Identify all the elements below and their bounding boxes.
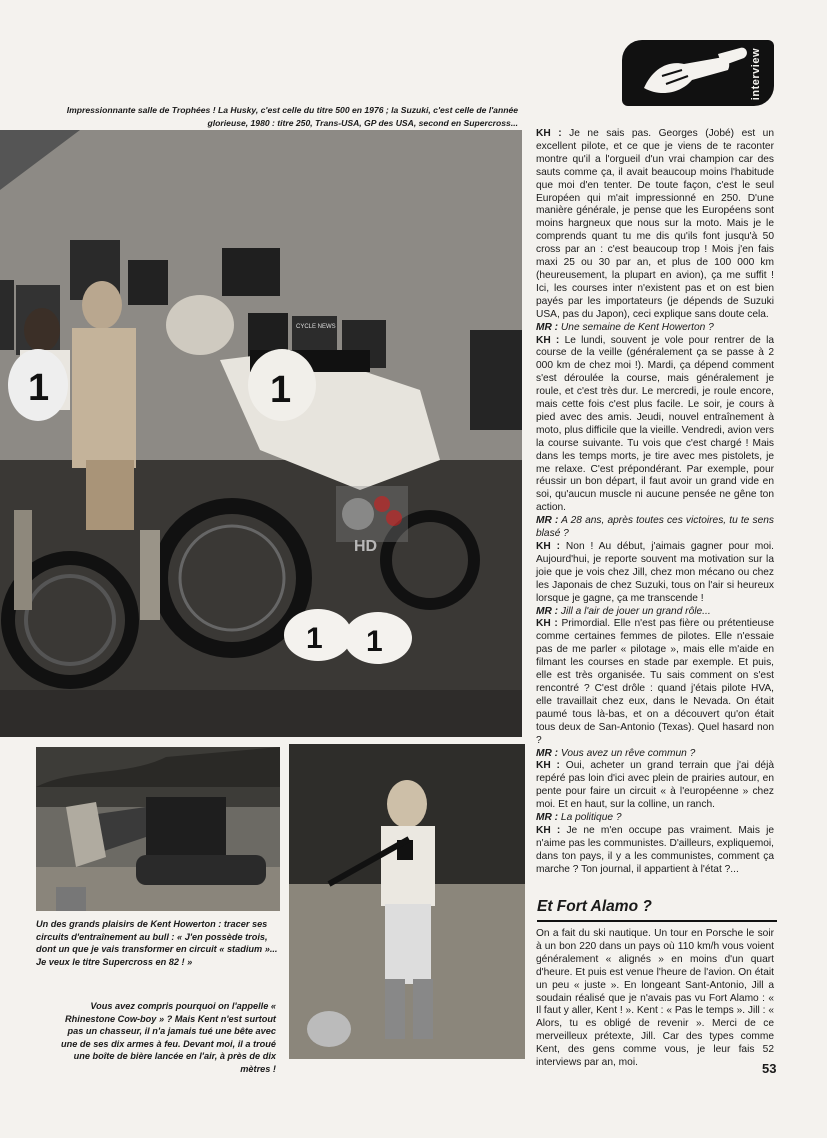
interview-question: MR : Une semaine de Kent Howerton ?	[536, 321, 714, 333]
interview-question: MR : La politique ?	[536, 812, 622, 824]
heading-rule	[537, 920, 777, 922]
interview-paragraph: KH : Primordial. Elle n'est pas fière ou prétentieuse comme certaines femmes de pilotes. Elle n'essaie pas de me parler « pilotage », mais elle m'aide en filmant les courses en stade par exemple. Et puis, elle est très organisée. Tu sais comment on s'est rencontré ? C'est drôle : quand j'étais pilote HVA, elle travaillait chez eux, dans le Nevada. On était paumé tous là-bas, et on a découvert qu'on était tous deux de San-Antonio (Texas). Quel hasard non ?	[536, 618, 774, 746]
bulldozer-photo	[36, 747, 280, 911]
watermark-text: HD	[354, 538, 378, 555]
interview-paragraph: KH : Non ! Au début, j'aimais gagner pour moi. Aujourd'hui, je reporte souvent ma motivation sur la joie que je vois chez Jill, chez mon mécano ou chez les Japonais de chez Suzuki, tous on l'air si heureux lorsque je gagne, ça me transcende !	[536, 541, 774, 604]
interview-badge	[622, 40, 774, 106]
interview-paragraph: KH : Le lundi, souvent je vole pour rentrer de la course de la veille (généralement ça se passe à 2 000 km de chez moi !). Mardi, ça dépend comment s'est déroulée la course, mais généralement je roule, et c'est très dur. Le mercredi, je roule encore, mais cette fois c'est plus facile. Le soir, je cours à pied avec des amis. Jeudi, nouvel entraînement à moto, plus difficile que la vieille. Vendredi, avion vers la course suivante. Tu vois que c'est chargé ! Mais dans les temps morts, je tire avec mes pistolets, je me relaxe. C'est prépondérant. Par exemple, pour réussir un bon départ, il faut avoir un grand vide en soi, qu'aucun muscle ni aucune pensée ne gêne ton action.	[536, 334, 775, 514]
floor-plate-number-2: 1	[366, 625, 383, 658]
interview-question: MR : Vous avez un rêve commun ?	[536, 747, 696, 759]
rifle-caption: Vous avez compris pourquoi on l'appelle « Rhinestone Cow-boy » ? Mais Kent n'est surtout pas un chasseur, il n'a jamais tué une bête avec une de ses dix armes à feu. Devant moi, il a troué une boîte de bière lancée en l'air, à près de dix mètres !	[61, 1001, 276, 1074]
section-paragraph: On a fait du ski nautique. Un tour en Porsche le soir à un bon 220 dans un pays où 110 km/h vous voient généralement « alignés » en moins d'un quart d'heure. Et puis est venue l'heure de l'avion. On était un peu « juste ». En longeant Sant-Antonio, Jill a soudain réalisé que je n'avais pas vu Fort Alamo : « Il faut y aller, Kent ! ». Kent : « Pas le temps ». Jill : « Alors, tu es obligé de revenir ». Merci de ce merveilleux prétexte, Jill. Car des types comme Kent, des gens comme vous, je leur fais 52 interviews par an, moi.	[536, 928, 774, 1069]
interview-paragraph: KH : Je ne sais pas. Georges (Jobé) est un excellent pilote, et ce que je viens de te raconter montre qu'il a l'orgueil d'un vrai champion car des sauts comme ça, il avait beaucoup moins l'habitude que moi d'en tenter. De toute façon, c'est le seul Européen qui m'ait impressionné en 250. D'une manière générale, je pense que les Européens sont moins hargneux que nous sur la moto. Mais je le comprends quant tu me dis qu'ils font jusqu'à 50 cross par an : c'est beaucoup trop ! Mois j'en fais maxi 25 ou 30 par an, et plus de 100 000 km (heureusement, la plupart en avion), ça me suffit ! Ici, les courses inter n'existent pas et on est bien payés par les importateurs (je dépends de Suzuki USA, pas du Japon), ceci explique sans doute cela.	[536, 128, 775, 320]
floor-plate-number-1: 1	[306, 622, 323, 655]
rider-with-rifle-photo	[289, 744, 525, 1059]
interview-column	[536, 128, 774, 877]
photo-caption-top: Impressionnante salle de Trophées ! La Husky, c'est celle du titre 500 en 1976 ; la Suzuki, c'est celle de l'année glorieuse, 1980 : titre 250, Trans-USA, GP des USA, second en Supercross...	[66, 105, 518, 128]
trophy-room-photo	[0, 130, 522, 737]
page-number: 53	[762, 1061, 777, 1076]
interview-paragraph: KH : Oui, acheter un grand terrain que j'ai déjà repéré pas loin d'ici avec plein de prairies autour, en pente pour faire un circuit « à l'européenne » chez moi. Et en haut, sur la colline, un ranch.	[536, 760, 774, 811]
wall-frame-text: CYCLE NEWS	[296, 324, 336, 330]
badge-label: interview	[750, 48, 762, 101]
husky-plate-number: 1	[28, 367, 50, 409]
interview-paragraph: KH : Je ne m'en occupe pas vraiment. Mais je n'aime pas les communistes. D'ailleurs, expliquemoi, dans ton pays, il y a les communistes, comment ça marche ? Ton journal, il appartient à l'état ?...	[536, 824, 774, 875]
interview-question: MR : Jill a l'air de jouer un grand rôle...	[536, 605, 711, 617]
suzuki-plate-number: 1	[270, 369, 292, 411]
section-body	[536, 928, 774, 1070]
section-heading: Et Fort Alamo ?	[537, 898, 652, 915]
interview-question: MR : A 28 ans, après toutes ces victoires, tu te sens blasé ?	[536, 515, 774, 540]
bulldozer-caption: Un des grands plaisirs de Kent Howerton : tracer ses circuits d'entraînement au bull : « J'en possède trois, dont un que je vais transformer en circuit « stadium »... Je veux le titre Supercross en 82 ! »	[36, 919, 278, 967]
watermark-logo	[336, 486, 408, 566]
